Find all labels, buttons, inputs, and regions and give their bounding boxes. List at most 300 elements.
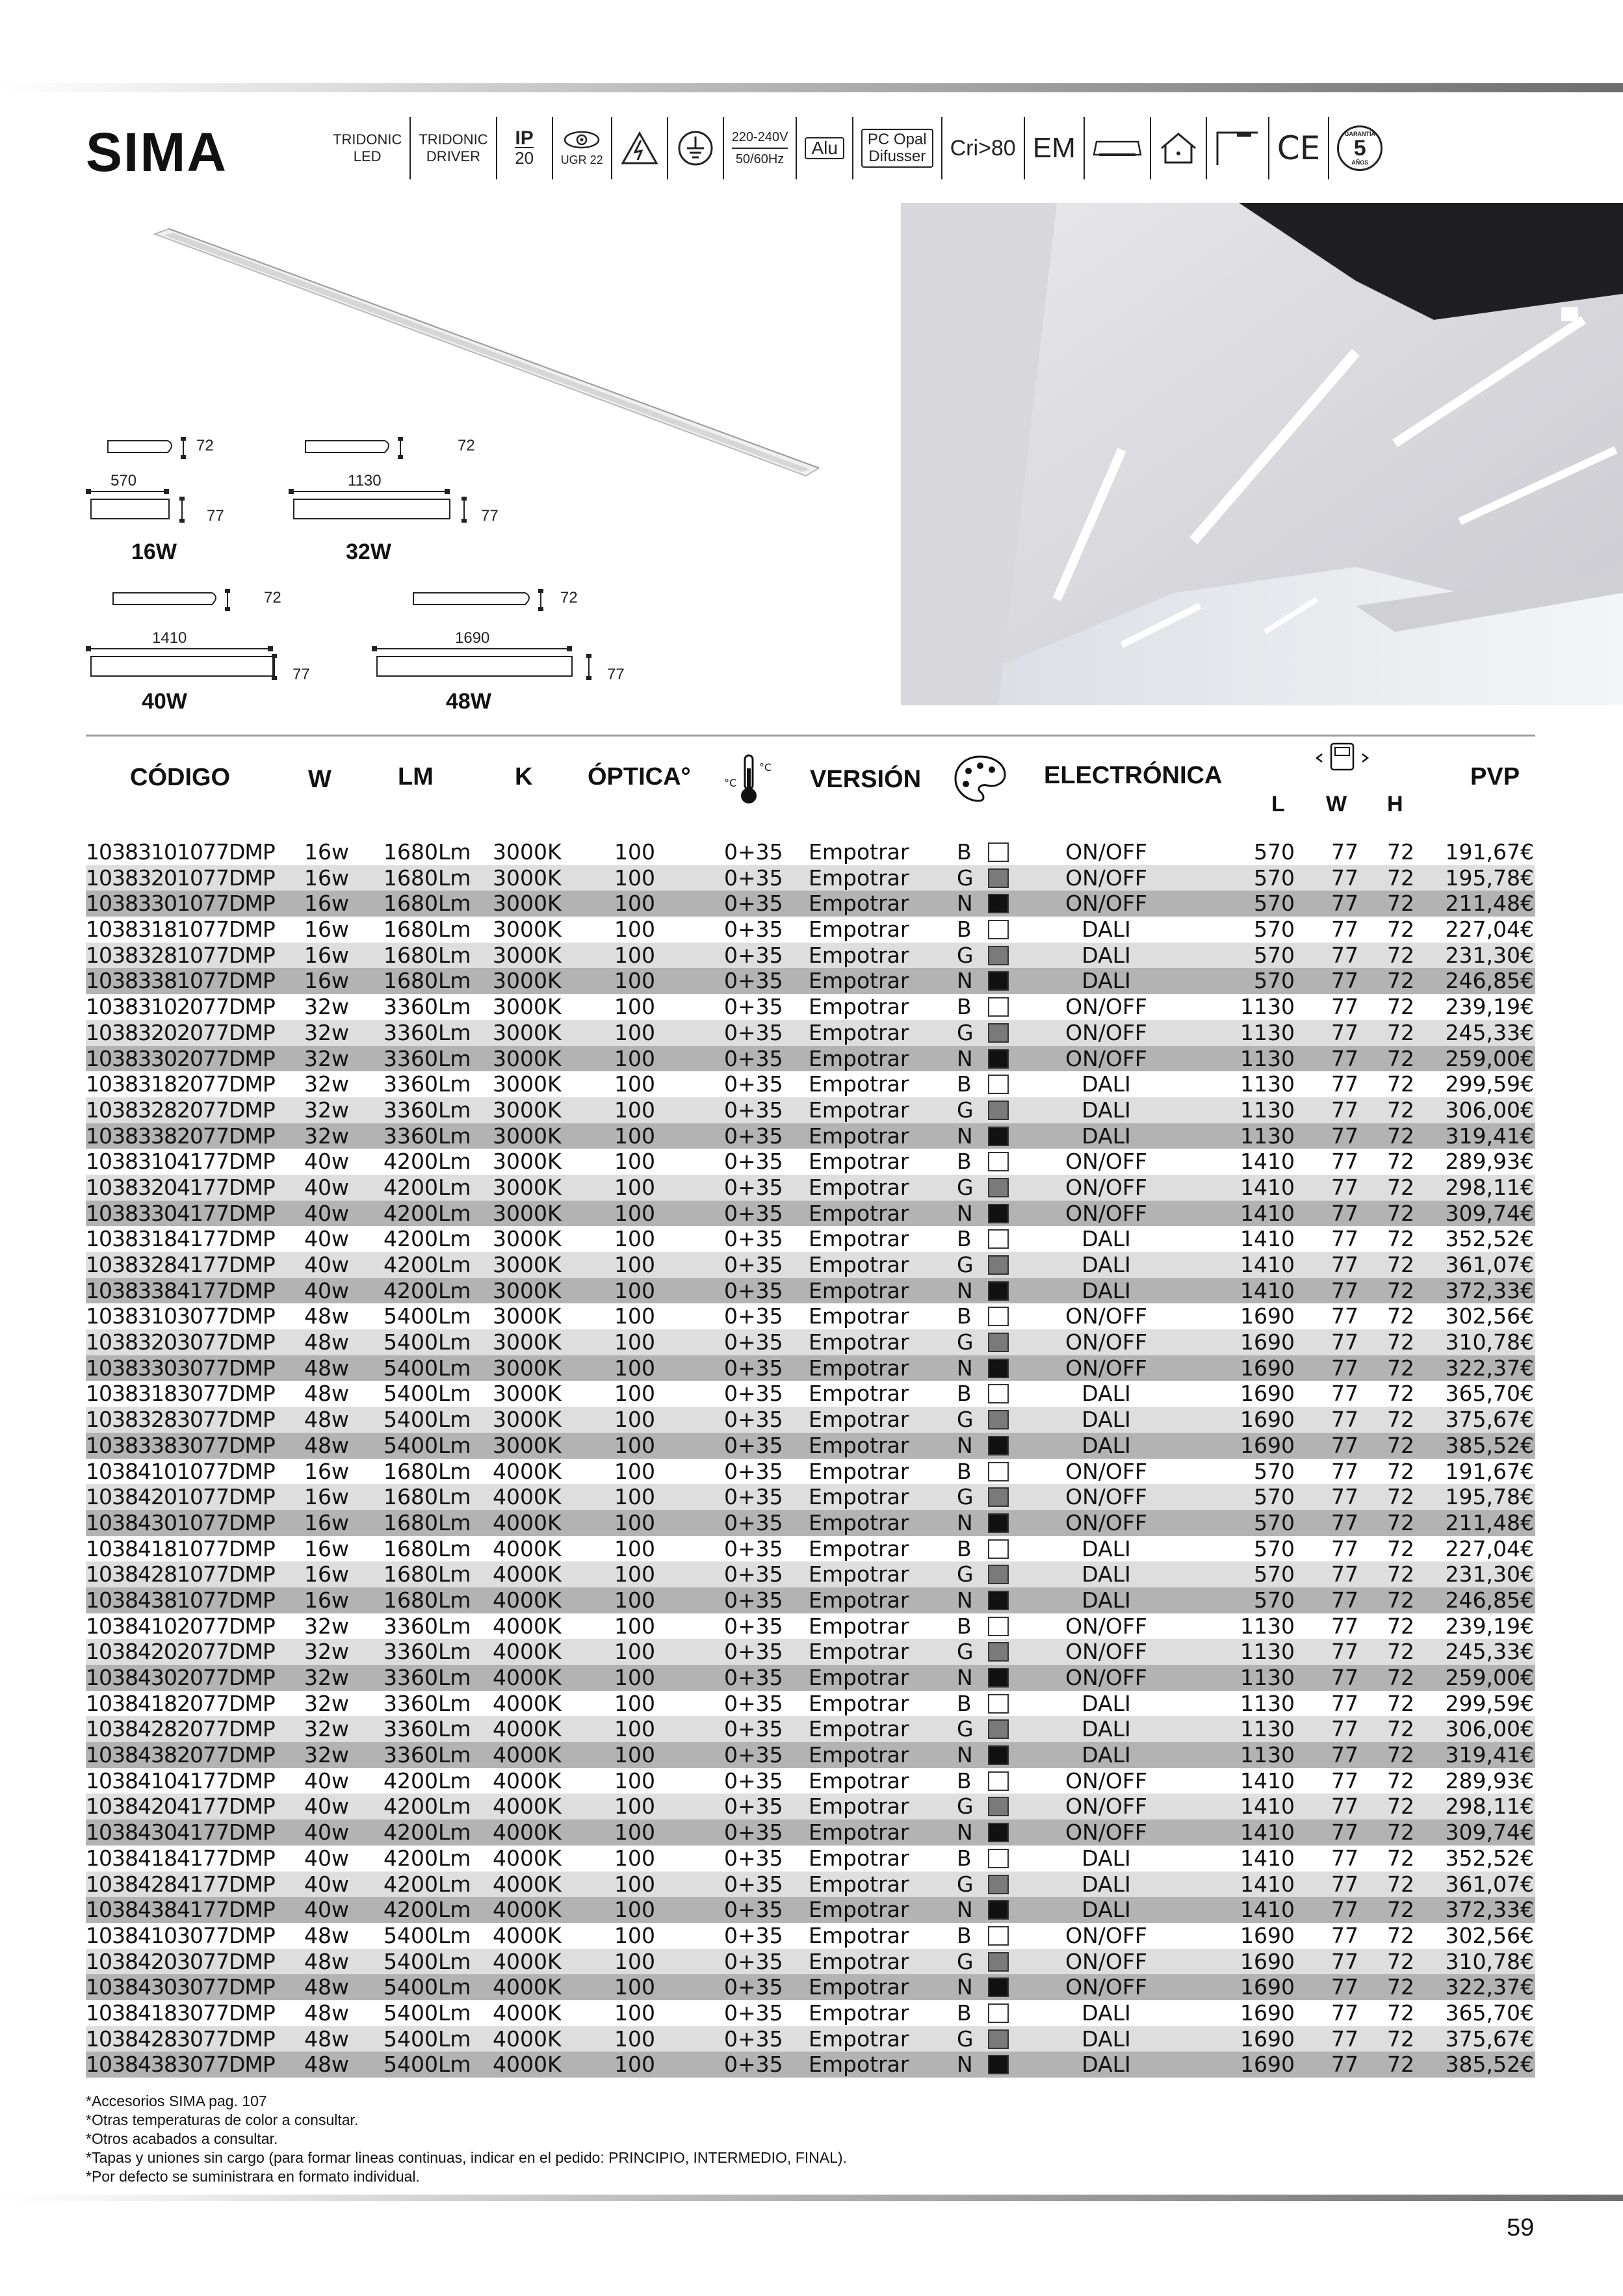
- lm-cell: 5400Lm: [383, 1329, 471, 1355]
- pvp-cell: 299,59€: [1445, 1071, 1534, 1097]
- bottom-gradient-bar: [0, 2195, 1623, 2201]
- recessed-ceiling-badge: [1085, 117, 1151, 179]
- w-cell: 40w: [304, 1226, 349, 1252]
- lm-cell: 1680Lm: [383, 917, 471, 943]
- finish-swatch: [988, 1642, 1009, 1662]
- finish-swatch: [988, 2055, 1009, 2074]
- finish-swatch: [988, 2029, 1009, 2049]
- w-cell: 48w: [304, 1407, 349, 1433]
- w-cell: 32w: [304, 994, 349, 1020]
- finish-cell: B: [957, 839, 972, 865]
- table-row: [86, 1433, 1535, 1459]
- table-row: [86, 1613, 1535, 1639]
- h-cell: 72: [1387, 1742, 1414, 1768]
- lm-cell: 5400Lm: [383, 2026, 471, 2052]
- temp-cell: 0+35: [724, 839, 783, 865]
- k-cell: 3000K: [493, 1045, 562, 1071]
- wd-cell: 77: [1331, 891, 1358, 917]
- electronica-cell: ON/OFF: [1065, 1922, 1147, 1948]
- l-cell: 1690: [1240, 2052, 1295, 2078]
- temp-cell: 0+35: [724, 1690, 783, 1716]
- temp-cell: 0+35: [724, 1665, 783, 1690]
- pvp-cell: 385,52€: [1445, 1432, 1534, 1458]
- finish-cell: B: [957, 1845, 972, 1871]
- l-cell: 570: [1254, 1535, 1295, 1561]
- w-cell: 16w: [304, 1561, 349, 1587]
- finish-cell: G: [957, 1174, 974, 1200]
- codigo-cell: 10384203077DMP: [86, 1948, 275, 1974]
- optica-cell: 100: [614, 865, 655, 891]
- finish-swatch: [988, 1745, 1009, 1765]
- l-cell: 1410: [1240, 1768, 1295, 1794]
- version-cell: Empotrar: [809, 1742, 909, 1768]
- k-cell: 3000K: [493, 865, 562, 891]
- k-cell: 4000K: [493, 2000, 562, 2026]
- temp-cell: 0+35: [724, 1716, 783, 1742]
- wd-cell: 77: [1331, 1355, 1358, 1381]
- wd-cell: 77: [1331, 1097, 1358, 1123]
- table-row: [86, 1794, 1535, 1820]
- version-cell: Empotrar: [809, 1432, 909, 1458]
- pvp-cell: 361,07€: [1445, 1252, 1534, 1277]
- k-cell: 4000K: [493, 1458, 562, 1484]
- codigo-cell: 10384302077DMP: [86, 1665, 275, 1690]
- l-cell: 570: [1254, 942, 1295, 968]
- tridonic-driver-badge: TRIDONIC DRIVER: [411, 117, 497, 179]
- k-cell: 3000K: [493, 994, 562, 1020]
- w-cell: 32w: [304, 1071, 349, 1097]
- optica-cell: 100: [614, 1407, 655, 1433]
- version-cell: Empotrar: [809, 1329, 909, 1355]
- lm-cell: 5400Lm: [383, 1922, 471, 1948]
- h-cell: 72: [1387, 1226, 1414, 1252]
- optica-cell: 100: [614, 2000, 655, 2026]
- h-cell: 72: [1387, 1277, 1414, 1303]
- electronica-cell: DALI: [1082, 2026, 1131, 2052]
- wd-cell: 77: [1331, 994, 1358, 1020]
- l-cell: 570: [1254, 891, 1295, 917]
- lm-cell: 5400Lm: [383, 2000, 471, 2026]
- house-icon: [1159, 131, 1198, 165]
- table-row: [86, 994, 1535, 1020]
- temp-cell: 0+35: [724, 1974, 783, 2000]
- version-cell: Empotrar: [809, 839, 909, 865]
- temp-cell: 0+35: [724, 2026, 783, 2052]
- temp-cell: 0+35: [724, 1509, 783, 1535]
- electronica-cell: ON/OFF: [1065, 1639, 1147, 1665]
- finish-swatch: [988, 997, 1009, 1017]
- wd-cell: 77: [1331, 1509, 1358, 1535]
- footnote: *Tapas y uniones sin cargo (para formar lineas continuas, indicar en el pedido: PRINCIPIO, INTERMEDIO, FINAL).: [86, 2149, 847, 2166]
- codigo-cell: 10384201077DMP: [86, 1484, 275, 1510]
- version-cell: Empotrar: [809, 891, 909, 917]
- w-cell: 48w: [304, 1329, 349, 1355]
- finish-swatch: [988, 842, 1009, 862]
- l-cell: 570: [1254, 1484, 1295, 1510]
- w-cell: 32w: [304, 1690, 349, 1716]
- version-cell: Empotrar: [809, 1665, 909, 1690]
- class-1-warning-badge: [612, 117, 668, 179]
- pvp-cell: 195,78€: [1445, 865, 1534, 891]
- lm-cell: 1680Lm: [383, 968, 471, 994]
- lm-cell: 5400Lm: [383, 1432, 471, 1458]
- finish-cell: G: [957, 1329, 974, 1355]
- wd-cell: 77: [1331, 1535, 1358, 1561]
- k-cell: 3000K: [493, 1226, 562, 1252]
- w-cell: 16w: [304, 1458, 349, 1484]
- emergency-badge: EM: [1025, 117, 1085, 179]
- k-cell: 4000K: [493, 2052, 562, 2078]
- pvp-cell: 372,33€: [1445, 1277, 1534, 1303]
- l-cell: 570: [1254, 917, 1295, 943]
- temp-cell: 0+35: [724, 1639, 783, 1665]
- finish-swatch: [988, 1229, 1009, 1249]
- electronica-cell: ON/OFF: [1065, 1768, 1147, 1794]
- h-cell: 72: [1387, 1897, 1414, 1923]
- h-cell: 72: [1387, 1123, 1414, 1149]
- lm-cell: 3360Lm: [383, 1613, 471, 1639]
- col-optica: ÓPTICA°: [588, 763, 691, 790]
- table-row: [86, 2026, 1535, 2052]
- lm-cell: 1680Lm: [383, 839, 471, 865]
- w-cell: 32w: [304, 1665, 349, 1690]
- version-cell: Empotrar: [809, 1458, 909, 1484]
- lm-cell: 1680Lm: [383, 865, 471, 891]
- wd-cell: 77: [1331, 1974, 1358, 2000]
- finish-swatch: [988, 868, 1009, 888]
- codigo-cell: 10383382077DMP: [86, 1123, 275, 1149]
- col-electronica: ELECTRÓNICA: [1044, 762, 1223, 789]
- col-l: L: [1271, 792, 1285, 816]
- finish-swatch: [988, 1307, 1009, 1326]
- col-k: K: [515, 763, 533, 790]
- h-cell: 72: [1387, 1071, 1414, 1097]
- l-cell: 1690: [1240, 1432, 1295, 1458]
- pvp-cell: 306,00€: [1445, 1097, 1534, 1123]
- temp-cell: 0+35: [724, 994, 783, 1020]
- finish-cell: G: [957, 1948, 974, 1974]
- w-cell: 48w: [304, 1381, 349, 1407]
- k-cell: 4000K: [493, 1974, 562, 2000]
- h-cell: 72: [1387, 1509, 1414, 1535]
- temp-cell: 0+35: [724, 1200, 783, 1226]
- electronica-cell: DALI: [1082, 968, 1131, 994]
- w-cell: 48w: [304, 2026, 349, 2052]
- finish-swatch: [988, 1384, 1009, 1403]
- electronica-cell: DALI: [1082, 1252, 1131, 1277]
- h-cell: 72: [1387, 1303, 1414, 1329]
- wd-cell: 77: [1331, 1948, 1358, 1974]
- lm-cell: 4200Lm: [383, 1820, 471, 1846]
- col-w: W: [308, 766, 331, 793]
- finish-cell: B: [957, 1149, 972, 1175]
- codigo-cell: 10384102077DMP: [86, 1613, 275, 1639]
- table-row: [86, 2000, 1535, 2026]
- temp-cell: 0+35: [724, 1897, 783, 1923]
- finish-cell: G: [957, 1561, 974, 1587]
- version-cell: Empotrar: [809, 1871, 909, 1897]
- finish-swatch: [988, 1255, 1009, 1275]
- pvp-cell: 289,93€: [1445, 1768, 1534, 1794]
- w-cell: 40w: [304, 1252, 349, 1277]
- w-cell: 48w: [304, 1303, 349, 1329]
- front-drawing: [287, 488, 482, 527]
- k-cell: 4000K: [493, 1768, 562, 1794]
- optica-cell: 100: [614, 1303, 655, 1329]
- k-cell: 3000K: [493, 1277, 562, 1303]
- h-cell: 72: [1387, 994, 1414, 1020]
- finish-cell: B: [957, 1458, 972, 1484]
- optica-cell: 100: [614, 1252, 655, 1277]
- version-cell: Empotrar: [809, 1690, 909, 1716]
- electronica-cell: DALI: [1082, 1071, 1131, 1097]
- w-cell: 48w: [304, 2052, 349, 2078]
- optica-cell: 100: [614, 1613, 655, 1639]
- temp-cell: 0+35: [724, 1613, 783, 1639]
- finish-swatch: [988, 1101, 1009, 1120]
- table-row: [86, 1536, 1535, 1562]
- table-row: [86, 1897, 1535, 1923]
- pvp-cell: 239,19€: [1445, 994, 1534, 1020]
- codigo-cell: 10383103077DMP: [86, 1303, 275, 1329]
- table-row: [86, 1355, 1535, 1381]
- codigo-cell: 10384382077DMP: [86, 1742, 275, 1768]
- w-cell: 40w: [304, 1845, 349, 1871]
- h-cell: 72: [1387, 917, 1414, 943]
- l-cell: 1690: [1240, 2026, 1295, 2052]
- electronica-cell: ON/OFF: [1065, 1045, 1147, 1071]
- table-row: [86, 1071, 1535, 1097]
- version-cell: Empotrar: [809, 1226, 909, 1252]
- codigo-cell: 10383283077DMP: [86, 1407, 275, 1433]
- finish-swatch: [988, 1127, 1009, 1146]
- finish-cell: N: [957, 1355, 973, 1381]
- codigo-cell: 10383201077DMP: [86, 865, 275, 891]
- h-cell: 72: [1387, 1639, 1414, 1665]
- l-cell: 1130: [1240, 1716, 1295, 1742]
- codigo-cell: 10384281077DMP: [86, 1561, 275, 1587]
- h-cell: 72: [1387, 1820, 1414, 1846]
- version-cell: Empotrar: [809, 1174, 909, 1200]
- finish-swatch: [988, 1719, 1009, 1739]
- codigo-cell: 10384301077DMP: [86, 1509, 275, 1535]
- wd-cell: 77: [1331, 968, 1358, 994]
- pvp-cell: 211,48€: [1445, 1509, 1534, 1535]
- l-cell: 1690: [1240, 1355, 1295, 1381]
- finish-swatch: [988, 1797, 1009, 1816]
- w-cell: 48w: [304, 2000, 349, 2026]
- footnote: *Otras temperaturas de color a consultar.: [86, 2111, 359, 2128]
- codigo-cell: 10384202077DMP: [86, 1639, 275, 1665]
- optica-cell: 100: [614, 1509, 655, 1535]
- optica-cell: 100: [614, 1561, 655, 1587]
- temp-cell: 0+35: [724, 1768, 783, 1794]
- k-cell: 3000K: [493, 1381, 562, 1407]
- wd-cell: 77: [1331, 1071, 1358, 1097]
- table-row: [86, 1303, 1535, 1329]
- wd-cell: 77: [1331, 1665, 1358, 1690]
- finish-swatch: [988, 1565, 1009, 1584]
- pvp-cell: 375,67€: [1445, 1407, 1534, 1433]
- electronica-cell: ON/OFF: [1065, 1484, 1147, 1510]
- lm-cell: 5400Lm: [383, 1407, 471, 1433]
- pvp-cell: 309,74€: [1445, 1820, 1534, 1846]
- finish-swatch: [988, 1462, 1009, 1481]
- electronica-cell: ON/OFF: [1065, 1355, 1147, 1381]
- temp-cell: 0+35: [724, 1149, 783, 1175]
- table-row: [86, 1484, 1535, 1510]
- w-cell: 32w: [304, 1045, 349, 1071]
- pvp-cell: 302,56€: [1445, 1922, 1534, 1948]
- col-h: H: [1387, 792, 1403, 816]
- col-version: VERSIÓN: [810, 766, 922, 793]
- h-cell: 72: [1387, 2026, 1414, 2052]
- h-cell: 72: [1387, 2000, 1414, 2026]
- w-cell: 16w: [304, 917, 349, 943]
- lm-cell: 4200Lm: [383, 1277, 471, 1303]
- codigo-cell: 10384304177DMP: [86, 1820, 275, 1846]
- electronica-cell: ON/OFF: [1065, 1794, 1147, 1820]
- h-cell: 72: [1387, 1716, 1414, 1742]
- top-gradient-bar: [0, 83, 1623, 92]
- pvp-cell: 299,59€: [1445, 1690, 1534, 1716]
- pvp-cell: 375,67€: [1445, 2026, 1534, 2052]
- temp-cell: 0+35: [724, 1252, 783, 1277]
- finish-cell: B: [957, 2000, 972, 2026]
- l-cell: 1410: [1240, 1200, 1295, 1226]
- version-cell: Empotrar: [809, 1613, 909, 1639]
- version-cell: Empotrar: [809, 1561, 909, 1587]
- electronica-cell: DALI: [1082, 1277, 1131, 1303]
- l-cell: 1130: [1240, 1071, 1295, 1097]
- temp-cell: 0+35: [724, 1561, 783, 1587]
- temp-cell: 0+35: [724, 942, 783, 968]
- wd-cell: 77: [1331, 1639, 1358, 1665]
- temp-cell: 0+35: [724, 1174, 783, 1200]
- l-cell: 1130: [1240, 1097, 1295, 1123]
- optica-cell: 100: [614, 1845, 655, 1871]
- temp-cell: 0+35: [724, 1226, 783, 1252]
- temp-cell: 0+35: [724, 1587, 783, 1613]
- w-cell: 32w: [304, 1613, 349, 1639]
- k-cell: 4000K: [493, 1742, 562, 1768]
- finish-swatch: [988, 1513, 1009, 1533]
- electronica-cell: ON/OFF: [1065, 1149, 1147, 1175]
- temp-cell: 0+35: [724, 1381, 783, 1407]
- w-cell: 40w: [304, 1897, 349, 1923]
- voltage-badge: 220-240V 50/60Hz: [724, 117, 798, 179]
- wd-cell: 77: [1331, 942, 1358, 968]
- h-cell: 72: [1387, 1561, 1414, 1587]
- pvp-cell: 352,52€: [1445, 1226, 1534, 1252]
- wd-cell: 77: [1331, 1587, 1358, 1613]
- electronica-cell: DALI: [1082, 1845, 1131, 1871]
- k-cell: 4000K: [493, 1794, 562, 1820]
- optica-cell: 100: [614, 1665, 655, 1690]
- wd-cell: 77: [1331, 839, 1358, 865]
- optica-cell: 100: [614, 2052, 655, 2078]
- l-cell: 1130: [1240, 994, 1295, 1020]
- lm-cell: 3360Lm: [383, 1742, 471, 1768]
- table-row: [86, 1381, 1535, 1407]
- w-cell: 16w: [304, 839, 349, 865]
- version-cell: Empotrar: [809, 994, 909, 1020]
- ugr-eye-badge: UGR 22: [553, 117, 612, 179]
- finish-swatch: [988, 1539, 1009, 1559]
- lm-cell: 4200Lm: [383, 1768, 471, 1794]
- table-row: [86, 1149, 1535, 1175]
- table-row: [86, 2052, 1535, 2078]
- h-cell: 72: [1387, 1690, 1414, 1716]
- finish-swatch: [988, 1359, 1009, 1378]
- finish-swatch: [988, 1049, 1009, 1069]
- footnote: *Accesorios SIMA pag. 107: [86, 2093, 267, 2109]
- temp-cell: 0+35: [724, 968, 783, 994]
- k-cell: 3000K: [493, 917, 562, 943]
- table-row: [86, 1716, 1535, 1742]
- codigo-cell: 10383381077DMP: [86, 968, 275, 994]
- temp-cell: 0+35: [724, 1355, 783, 1381]
- optica-cell: 100: [614, 2026, 655, 2052]
- h-cell: 72: [1387, 1174, 1414, 1200]
- temp-cell: 0+35: [724, 1820, 783, 1846]
- codigo-cell: 10384383077DMP: [86, 2052, 275, 2078]
- k-cell: 4000K: [493, 1948, 562, 1974]
- finish-cell: G: [957, 1019, 974, 1045]
- l-cell: 570: [1254, 865, 1295, 891]
- finish-cell: G: [957, 1097, 974, 1123]
- wd-cell: 77: [1331, 1922, 1358, 1948]
- version-cell: Empotrar: [809, 1071, 909, 1097]
- electronica-cell: ON/OFF: [1065, 1974, 1147, 2000]
- finish-cell: N: [957, 1897, 973, 1923]
- finish-cell: N: [957, 1665, 973, 1690]
- electronica-cell: DALI: [1082, 2000, 1131, 2026]
- lm-cell: 1680Lm: [383, 1458, 471, 1484]
- optica-cell: 100: [614, 1045, 655, 1071]
- optica-cell: 100: [614, 1097, 655, 1123]
- lm-cell: 5400Lm: [383, 1355, 471, 1381]
- codigo-cell: 10383302077DMP: [86, 1045, 275, 1071]
- lm-cell: 1680Lm: [383, 942, 471, 968]
- codigo-cell: 10384282077DMP: [86, 1716, 275, 1742]
- k-cell: 3000K: [493, 1174, 562, 1200]
- electronica-cell: ON/OFF: [1065, 865, 1147, 891]
- temp-cell: 0+35: [724, 2000, 783, 2026]
- optica-cell: 100: [614, 1768, 655, 1794]
- wd-cell: 77: [1331, 865, 1358, 891]
- finish-cell: N: [957, 968, 973, 994]
- finish-cell: G: [957, 2026, 974, 2052]
- w-cell: 40w: [304, 1794, 349, 1820]
- col-wd: W: [1326, 792, 1347, 816]
- lm-cell: 3360Lm: [383, 1639, 471, 1665]
- page-number: 59: [1507, 2214, 1535, 2241]
- w-cell: 48w: [304, 1922, 349, 1948]
- wd-cell: 77: [1331, 2026, 1358, 2052]
- ground-symbol-icon: [677, 130, 714, 166]
- k-cell: 3000K: [493, 1019, 562, 1045]
- l-cell: 570: [1254, 1458, 1295, 1484]
- table-row: [86, 1742, 1535, 1768]
- l-cell: 570: [1254, 1509, 1295, 1535]
- version-cell: Empotrar: [809, 1794, 909, 1820]
- version-cell: Empotrar: [809, 968, 909, 994]
- temp-cell: 0+35: [724, 1484, 783, 1510]
- h-cell: 72: [1387, 1252, 1414, 1277]
- finish-swatch: [988, 1849, 1009, 1868]
- wd-cell: 77: [1331, 1329, 1358, 1355]
